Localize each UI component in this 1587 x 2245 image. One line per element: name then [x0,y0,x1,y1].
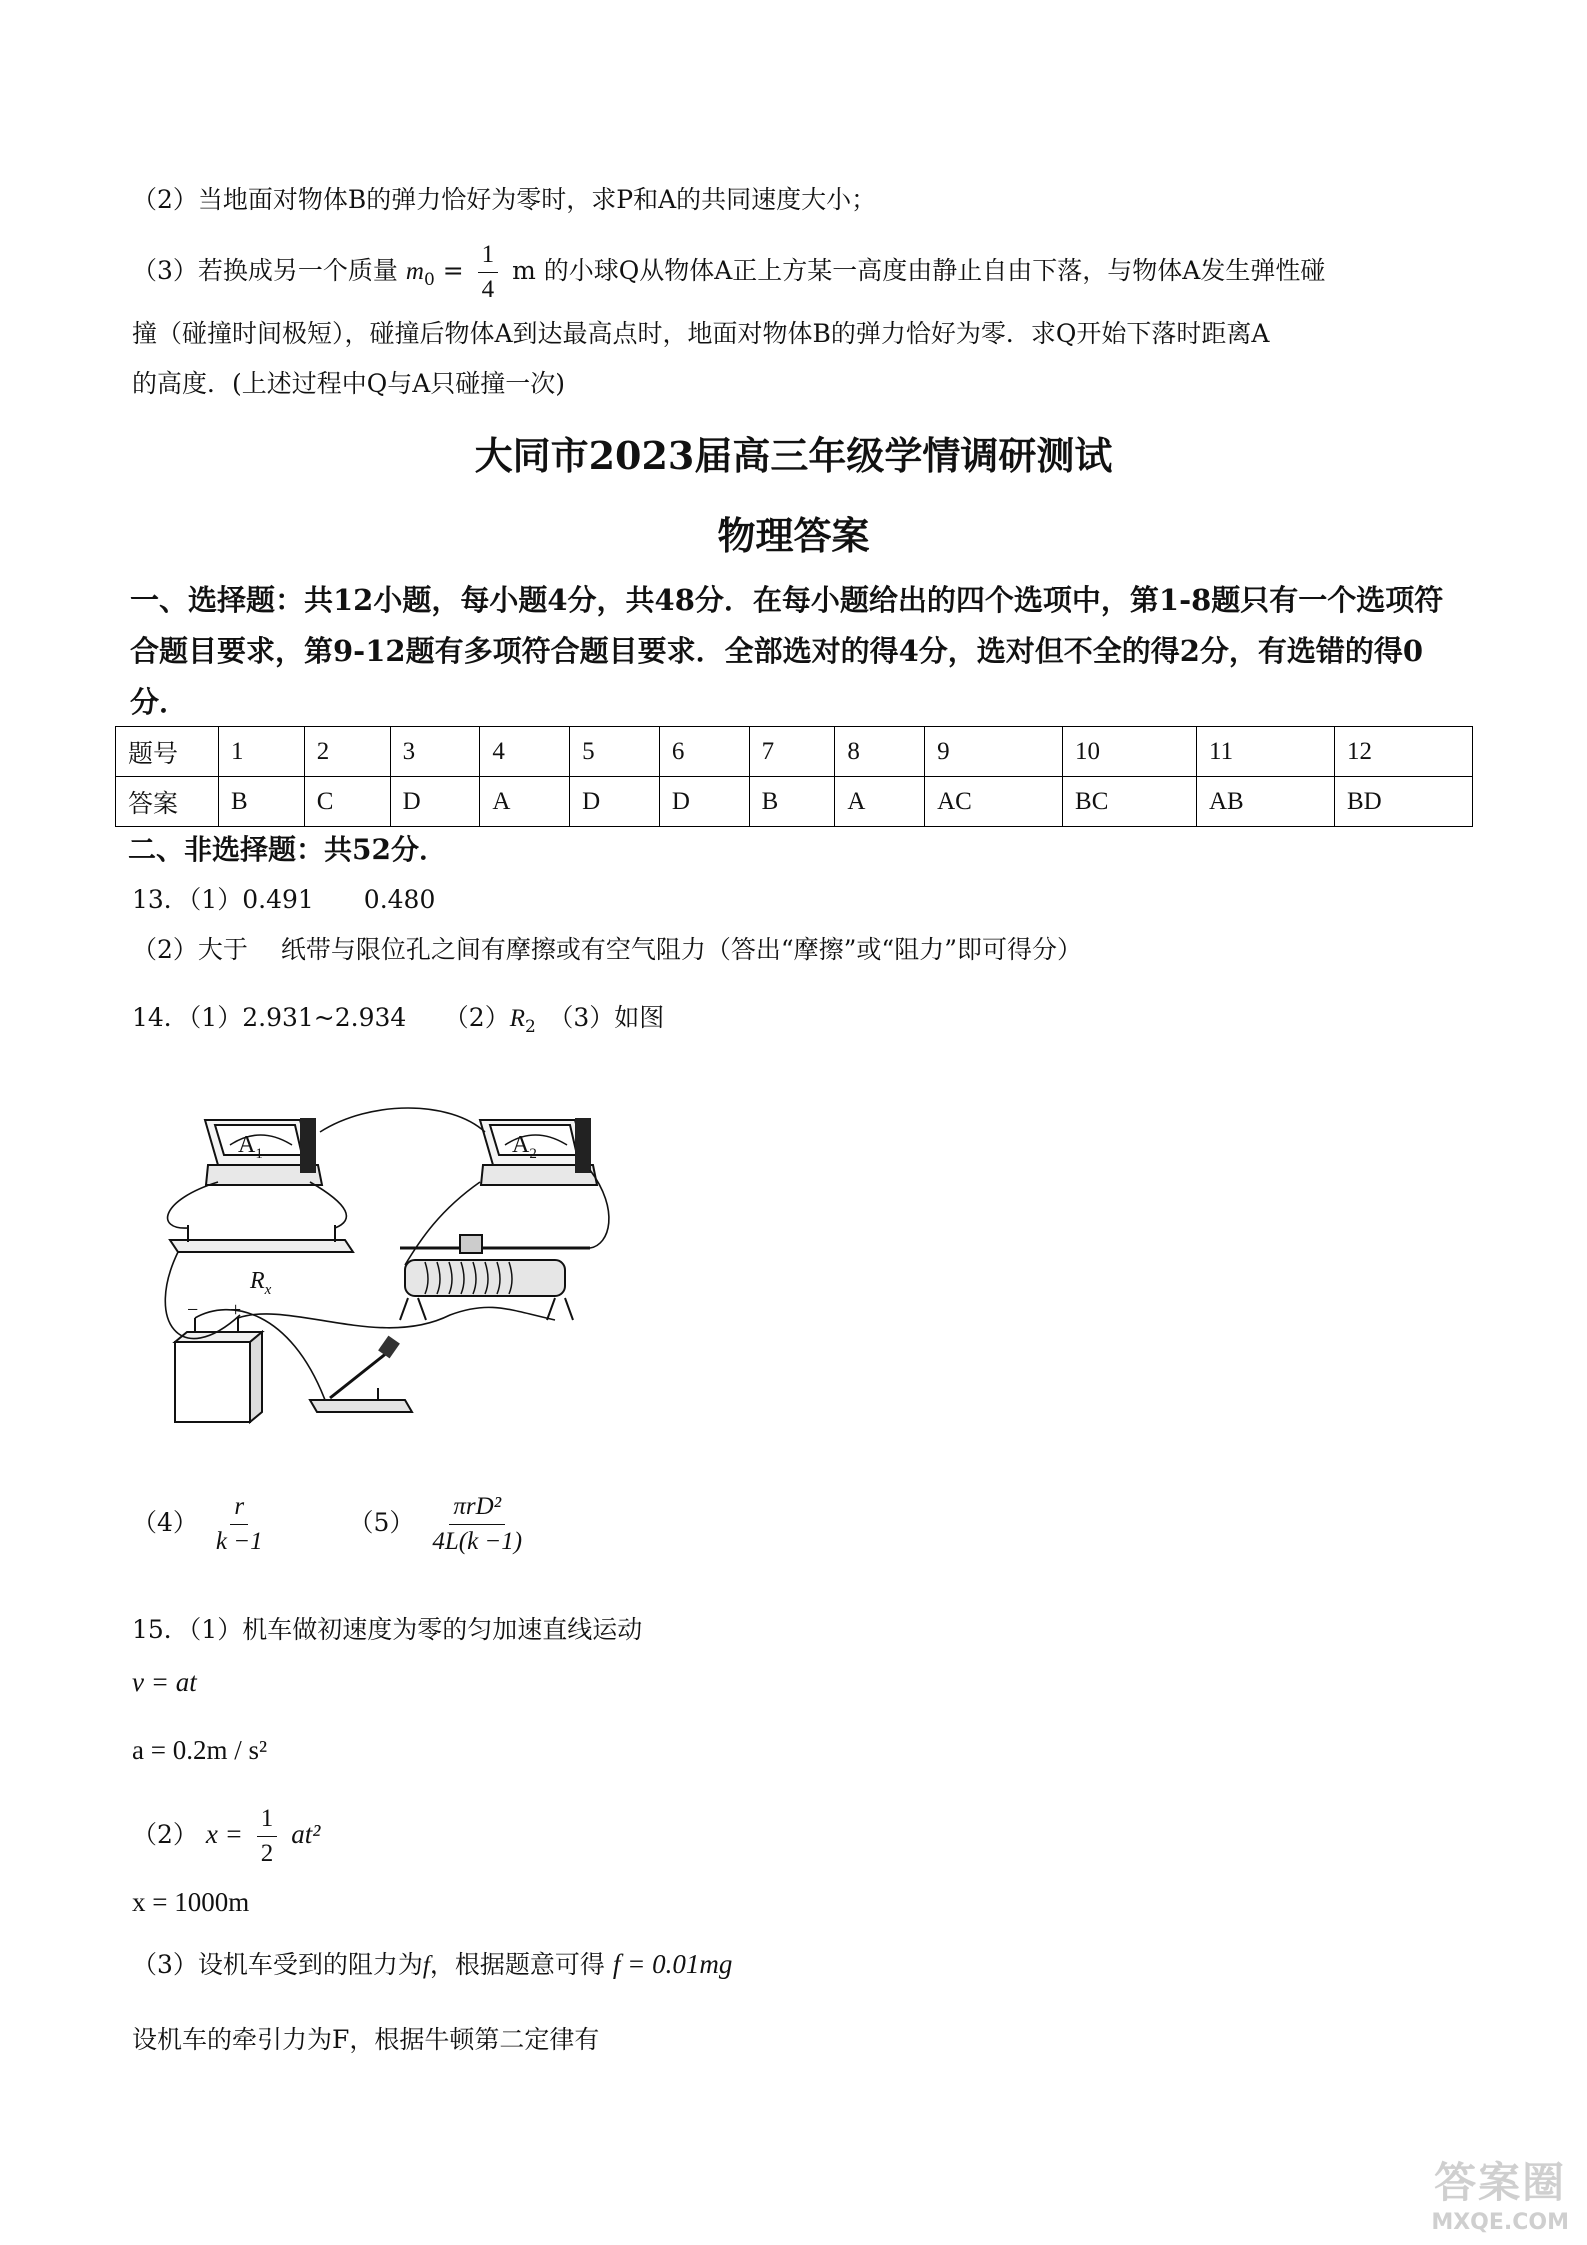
table-cell: 6 [659,727,749,777]
ammeter-a2-letter: A [512,1132,530,1158]
q15-p2-rhs: at² [291,1819,321,1849]
table-cell: A [480,777,570,827]
q14-p5-fraction [428,1490,526,1559]
q15-line3b: ，根据题意可得 [429,1950,605,1979]
table-cell: D [570,777,660,827]
page-subtitle: 物理答案 [717,513,870,558]
q14-p5-den: 4L(k −1) [432,1528,523,1555]
table-cell: 1 [219,727,305,777]
mass-fraction-num: 1 [478,238,499,273]
mass-subscript: 0 [423,270,435,290]
table-cell: AB [1197,777,1335,827]
ammeter-a1-letter: A [238,1132,256,1158]
q14-line1 [132,1000,664,1045]
table-cell: AC [925,777,1063,827]
q15-p2-label: （2） [132,1820,198,1849]
switch-icon [310,1336,412,1412]
q15-line3-eq: f = 0.01mg [612,1949,733,1979]
r-symbol: R [509,1005,525,1032]
q15-eq2: a = 0.2m / s² [132,1735,268,1765]
battery-plus-label: + [230,1299,242,1321]
q14-p4-den: k −1 [215,1528,263,1555]
q15-p2-num: 1 [257,1802,278,1837]
table-cell: 2 [304,727,390,777]
watermark-url: MXQE.COM [1431,2210,1569,2235]
table-cell: B [219,777,305,827]
circuit-diagram [150,1070,620,1440]
section-1-instructions: 一、选择题：共12小题，每小题4分，共48分．在每小题给出的四个选项中，第1-8题只有一个选项符合题目要求，第9-12题有多项符合题目要求．全部选对的得4分，选对但不全的得2分，有选错的得0分． [130,583,1444,719]
r-subscript: 2 [525,1017,536,1037]
equals-sign: = [442,256,464,285]
q13-line1: 13．（1）0.491 0.480 [132,885,436,914]
q15-line3a: （3）设机车受到的阻力为 [132,1950,423,1979]
page-title: 大同市2023届高三年级学情调研测试 [474,433,1113,478]
table-cell: C [304,777,390,827]
ammeter-a2-icon [480,1118,597,1185]
question-part-2-text: （2）当地面对物体B的弹力恰好为零时，求P和A的共同速度大小； [132,185,877,214]
table-cell: 7 [749,727,835,777]
table-cell: A [835,777,925,827]
q15-eq3: x = 1000m [132,1887,250,1917]
rx-sub: x [264,1282,272,1298]
table-row-numbers [116,727,1473,777]
q15-line4: 设机车的牵引力为F，根据牛顿第二定律有 [132,2025,600,2054]
table-header-number: 题号 [116,727,219,777]
rx-letter: R [250,1268,265,1294]
section-2-heading: 二、非选择题：共52分． [128,833,447,866]
question-part-2 [132,182,876,218]
table-cell: 11 [1197,727,1335,777]
resistor-rx-icon [170,1225,353,1252]
table-cell: D [390,777,480,827]
q15-p2-den: 2 [260,1840,274,1867]
q14-part-a: 14．（1）2.931~2.934 （2） [132,1003,510,1032]
q3-text-c: 撞（碰撞时间极短），碰撞后物体A到达最高点时，地面对物体B的弹力恰好为零．求Q开始下落时距离A [132,319,1270,348]
q14-parts-4-5 [132,1490,532,1559]
table-cell: 5 [570,727,660,777]
table-cell: D [659,777,749,827]
table-cell: 10 [1063,727,1197,777]
table-cell: BD [1334,777,1472,827]
q3-text-d: 的高度．(上述过程中Q与A只碰撞一次) [132,369,566,398]
ammeter-a2-sub: 2 [529,1146,537,1162]
mass-symbol: m [405,258,424,285]
q3-text-a: （3）若换成另一个质量 [132,256,398,285]
q14-p4-fraction [212,1490,267,1559]
q14-p5-num: πrD² [449,1490,505,1525]
q15-p2-lhs: x = [205,1819,243,1849]
table-cell: 9 [925,727,1063,777]
q14-p4-label: （4） [132,1508,198,1537]
ammeter-a1-icon [205,1118,322,1185]
question-part-3-line1 [132,238,1325,307]
q14-part-b: （3）如图 [535,1003,665,1032]
q13-line2: （2）大于 纸带与限位孔之间有摩擦或有空气阻力（答出“摩擦”或“阻力”即可得分） [132,935,1082,964]
mass-fraction-den: 4 [481,276,495,303]
question-part-3-line3 [132,366,565,402]
q14-p4-num: r [230,1490,248,1525]
q15-part3 [132,1946,732,1984]
q15-part2 [132,1802,320,1871]
question-part-3-line2 [132,316,1269,352]
table-cell: 12 [1334,727,1472,777]
rx-label [249,1268,272,1298]
q15-p2-fraction [257,1802,278,1871]
q3-text-b: 的小球Q从物体A正上方某一高度由静止自由下落，与物体A发生弹性碰 [543,256,1326,285]
table-cell: 3 [390,727,480,777]
table-cell: B [749,777,835,827]
mass-fraction [478,238,499,307]
watermark-logo-text: 答案圈 [1434,2158,1567,2207]
q14-p5-label: （5） [348,1508,415,1537]
q15-line1: 15．（1）机车做初速度为零的匀加速直线运动 [132,1615,643,1644]
table-cell: 4 [480,727,570,777]
q15-eq1: v = at [132,1667,197,1697]
answer-table [115,726,1473,827]
mass-unit: m [512,256,536,285]
battery-minus-label: − [187,1299,199,1321]
table-cell: 8 [835,727,925,777]
table-cell: BC [1063,777,1197,827]
table-header-answer: 答案 [116,777,219,827]
q15-line3-f: f [422,1952,430,1979]
table-row-answers [116,777,1473,827]
ammeter-a1-sub: 1 [255,1146,263,1162]
battery-icon [175,1318,262,1422]
site-watermark [1431,2150,1569,2235]
